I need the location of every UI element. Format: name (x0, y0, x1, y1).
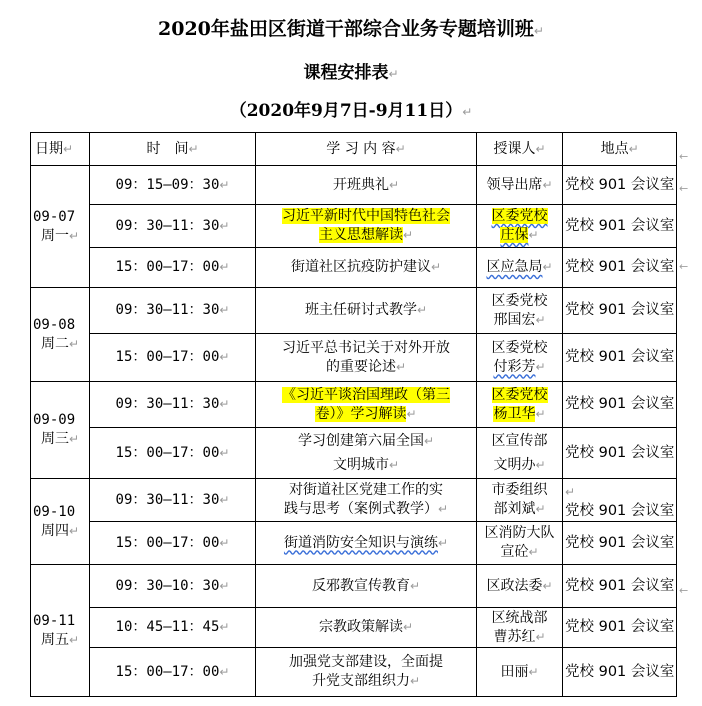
location-cell: 党校 901 会议室 (563, 205, 677, 248)
time-cell: 09：30—11：30↵ (90, 382, 256, 428)
table-row (31, 565, 677, 608)
time-cell: 09：30—11：30↵ (90, 479, 256, 522)
location-cell: ↵ 党校 901 会议室 (563, 479, 677, 522)
location-cell: 党校 901 会议室 (563, 428, 677, 479)
teacher-cell: 区委党校 邢国宏↵ (477, 288, 563, 334)
header-date: 日期↵ (31, 133, 90, 166)
document-subtitle: 课程安排表↵ (303, 63, 399, 83)
teacher-cell: 田丽↵ (477, 648, 563, 697)
location-cell: 党校 901 会议室 (563, 382, 677, 428)
teacher-cell: 区消防大队 宣砼↵ (477, 522, 563, 565)
content-cell: 习近平新时代中国特色社会 主义思想解读↵ (256, 205, 477, 248)
date-cell: 09-11 周五↵ (31, 565, 90, 697)
table-row (31, 288, 677, 334)
location-cell: 党校 901 会议室 (563, 648, 677, 697)
time-cell: 15：00—17：00↵ (90, 648, 256, 697)
end-of-row-mark: ← (679, 182, 689, 195)
content-cell: 宗教政策解读↵ (256, 608, 477, 648)
table-row (31, 648, 677, 697)
content-cell: 对街道社区党建工作的实 践与思考（案例式教学）↵ (256, 479, 477, 522)
table-row (31, 248, 677, 288)
header-location: 地点↵ (563, 133, 677, 166)
content-cell: 习近平总书记关于对外开放 的重要论述↵ (256, 334, 477, 382)
time-cell: 15：00—17：00↵ (90, 248, 256, 288)
time-cell: 09：30—10：30↵ (90, 565, 256, 608)
table-row (31, 166, 677, 205)
table-row (31, 205, 677, 248)
date-cell: 09-09 周三↵ (31, 382, 90, 479)
table-row (31, 479, 677, 522)
content-cell: 学习创建第六届全国↵ 文明城市↵ (256, 428, 477, 479)
teacher-cell: 区委党校 庄保↵ (477, 205, 563, 248)
schedule-table (30, 132, 677, 697)
content-cell: 加强党支部建设，全面提 升党支部组织力↵ (256, 648, 477, 697)
teacher-cell: 区统战部 曹苏红↵ (477, 608, 563, 648)
table-row (31, 608, 677, 648)
end-of-row-mark: ← (679, 584, 689, 597)
time-cell: 15：00—17：00↵ (90, 428, 256, 479)
teacher-cell: 区委党校 付彩芳↵ (477, 334, 563, 382)
table-row (31, 522, 677, 565)
location-cell: 党校 901 会议室 (563, 522, 677, 565)
time-cell: 10：45—11：45↵ (90, 608, 256, 648)
table-row (31, 334, 677, 382)
content-cell: 班主任研讨式教学↵ (256, 288, 477, 334)
time-cell: 15：00—17：00↵ (90, 522, 256, 565)
content-cell: 反邪教宣传教育↵ (256, 565, 477, 608)
teacher-cell: 领导出席↵ (477, 166, 563, 205)
date-cell: 09-10 周四↵ (31, 479, 90, 565)
table-row (31, 428, 677, 479)
content-cell: 《习近平谈治国理政（第三 卷）》学习解读↵ (256, 382, 477, 428)
table-row (31, 382, 677, 428)
header-teacher: 授课人↵ (477, 133, 563, 166)
header-time: 时 间↵ (90, 133, 256, 166)
time-cell: 15：00—17：00↵ (90, 334, 256, 382)
header-content: 学 习 内 容↵ (256, 133, 477, 166)
time-cell: 09：30—11：30↵ (90, 205, 256, 248)
document-date-range: （2020年9月7日-9月11日）↵ (229, 101, 473, 121)
location-cell: 党校 901 会议室 (563, 334, 677, 382)
teacher-cell: 市委组织 部刘斌↵ (477, 479, 563, 522)
end-of-row-mark: ← (679, 260, 689, 273)
location-cell: 党校 901 会议室 (563, 288, 677, 334)
location-cell: 党校 901 会议室 (563, 166, 677, 205)
teacher-cell: 区宣传部 文明办↵ (477, 428, 563, 479)
time-cell: 09：15—09：30↵ (90, 166, 256, 205)
teacher-cell: 区政法委↵ (477, 565, 563, 608)
location-cell: 党校 901 会议室 (563, 248, 677, 288)
content-cell: 街道消防安全知识与演练↵ (256, 522, 477, 565)
content-cell: 开班典礼↵ (256, 166, 477, 205)
teacher-cell: 区委党校 杨卫华↵ (477, 382, 563, 428)
time-cell: 09：30—11：30↵ (90, 288, 256, 334)
end-of-row-mark: ← (679, 150, 689, 163)
date-cell: 09-08 周二↵ (31, 288, 90, 382)
date-cell: 09-07 周一↵ (31, 166, 90, 288)
document-title: 2020年盐田区街道干部综合业务专题培训班↵ (158, 18, 544, 40)
location-cell: 党校 901 会议室 (563, 565, 677, 608)
teacher-cell: 区应急局↵ (477, 248, 563, 288)
table-header-row (31, 133, 677, 166)
location-cell: 党校 901 会议室 (563, 608, 677, 648)
content-cell: 街道社区抗疫防护建议↵ (256, 248, 477, 288)
